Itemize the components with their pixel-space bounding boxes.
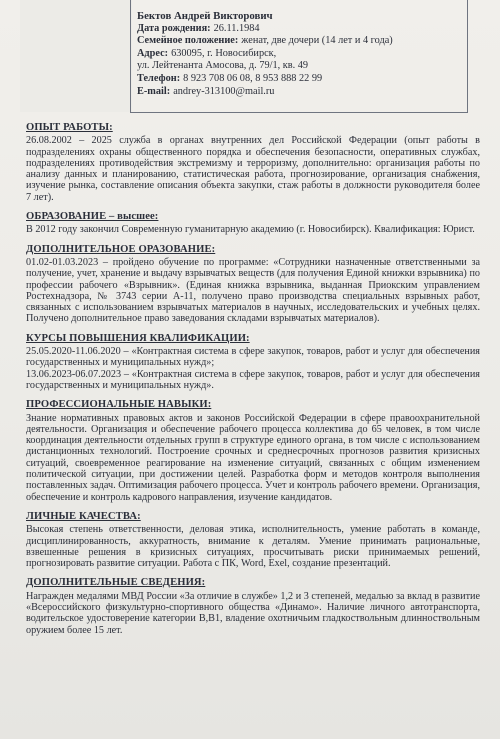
email-row [137,86,467,99]
address-row [137,48,467,61]
section-courses [26,333,480,391]
additional-info-text: Награжден медалями МВД России «За отличие в службе» 1,2 и 3 степеней, медалью за вклад в развитие «Всероссийского физкультурно-спортивного общества «Динамо». Наличие личного автотранспорта, водительское удостоверение категории В,В1, владение охотничьим гладкоствольным длинноствольным оружием более 15 лет. [26,590,480,636]
section-additional-education [26,244,480,325]
additional-education-text: 01.02-01.03.2023 – пройдено обучение по программе: «Сотрудники назначенные ответственными за получение, учет, хранение и выдачу взрывчатых веществ (для получения Единой книжки взрывника) по профессии рабочего «Взрывник». (Единая книжка взрывника, выданная Приокским управлением Ростехнадзора, № 3743 серии А-11, получено право производства специальных взрывных работ, связанных с использованием взрывчатых материалов в научных, исследовательских и учебных целях. Получено дополнительное право заведования складами взрывчатых материалов). [26,256,480,325]
experience-text: 26.08.2002 – 2025 служба в органах внутренних дел Российской Федерации (опыт работы в подразделениях охраны общественного порядка и обеспечения безопасности, оперативных службах, подразделениях противодействия экстремизму и терроризму, дополнительно: организация работы по анализу данных и планированию, статистическая работа, прогнозирование, организация снабжения, изучение рынка, составление описания объекта закупки, стаж работы в должности руководителя более 7 лет). [26,135,480,203]
skills-text: Знание нормативных правовых актов и законов Российской Федерации в сфере правоохранительной деятельности. Организация и обеспечение рабочего процесса коллектива до 65 человек, в том числе координация деятельности отдельных групп в структуре единого органа, в том числе с использованием дистанционных технологий. Построение срочных и среднесрочных прогнозов развития кризисных ситуаций, своевременное реагирование на изменение ситуаций, связанных с общим изменением политической ситуации, при достижении целей. Разработка форм и методов контроля выполнения поставленных задач. Оптимизация рабочего процесса. Учет и контроль рабочего времени. Организация, обеспечение и контроль кадрового направления, изучение кандидатов. [26,412,480,503]
birth-date-row [137,23,467,36]
section-title-additional-info: ДОПОЛНИТЕЛЬНЫЕ СВЕДЕНИЯ: [26,577,206,589]
section-skills [26,399,480,503]
section-additional-info [26,577,480,635]
birth-date-value: 26.11.1984 [213,22,260,34]
email-label: E-mail: [137,85,171,97]
email-value: andrey-313100@mail.ru [173,85,275,97]
section-title-skills: ПРОФЕССИОНАЛЬНЫЕ НАВЫКИ: [26,399,212,411]
section-experience [26,122,480,203]
education-text: В 2012 году закончил Современную гуманитарную академию (г. Новосибирск). Квалификация: Юрист. [26,224,475,236]
section-title-education: ОБРАЗОВАНИЕ – высшее: [26,211,159,223]
personal-qualities-text: Высокая степень ответственности, деловая этика, исполнительность, умение работать в команде, дисциплинированность, аккуратность, внимание к деталям. Умение принимать рациональные, взвешенные решения в кризисных ситуациях, просчитывать риски принимаемых решений, прогнозировать развитие ситуации. Работа с ПК, Word, Exel, создание презентаций. [26,524,480,570]
phone-row [137,73,467,86]
photo-placeholder [20,0,132,112]
family-status-value: женат, две дочери (14 лет и 4 года) [241,35,393,47]
address-row-continued [137,60,467,73]
family-status-row [137,35,467,48]
section-education [26,211,480,236]
section-personal-qualities [26,511,480,569]
section-title-courses: КУРСЫ ПОВЫШЕНИЯ КВАЛИФИКАЦИИ: [26,332,250,344]
family-status-label: Семейное положение: [137,35,239,47]
address-value-line2: ул. Лейтенанта Амосова, д. 79/1, кв. 49 [137,60,309,72]
birth-date-label: Дата рождения: [137,22,211,34]
resume-content [26,122,480,644]
address-value: 630095, г. Новосибирск, [171,47,277,59]
course-item: 13.06.2023-06.07.2023 – «Контрактная система в сфере закупок, товаров, работ и услуг для обеспечения государственных и муниципальных нужд». [26,368,480,391]
full-name: Бектов Андрей Викторович [137,10,273,22]
phone-value: 8 923 708 06 08, 8 953 888 22 99 [183,72,323,84]
section-title-personal-qualities: ЛИЧНЫЕ КАЧЕСТВА: [26,510,141,522]
section-title-additional-education: ДОПОЛНИТЕЛЬНОЕ ОРАЗОВАНИЕ: [26,243,216,255]
section-title-experience: ОПЫТ РАБОТЫ: [26,122,113,133]
course-item: 25.05.2020-11.06.2020 – «Контрактная система в сфере закупок, товаров, работ и услуг для обеспечения государственных и муниципальных нужд»; [26,346,480,369]
address-label: Адрес: [137,47,169,59]
personal-info-box [130,0,468,113]
phone-label: Телефон: [137,72,181,84]
